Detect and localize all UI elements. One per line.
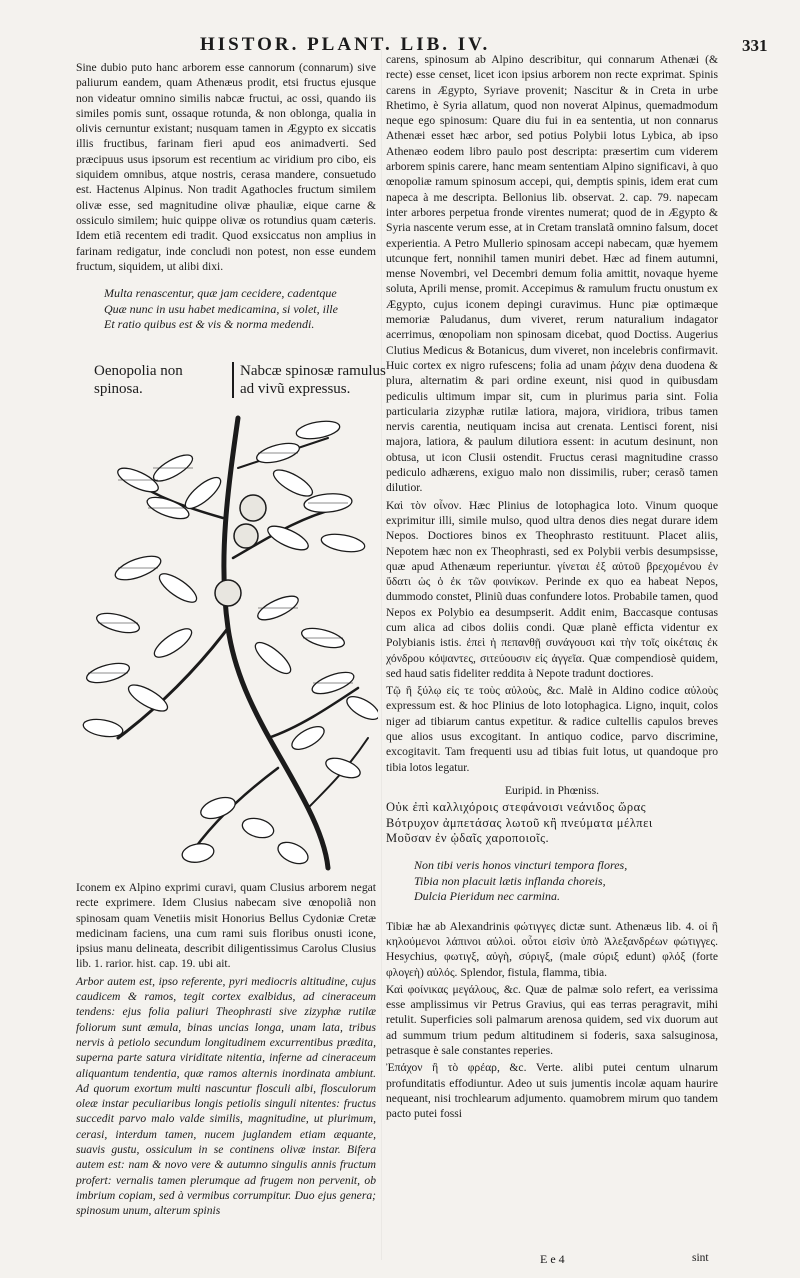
verse-line: Et ratio quibus est & vis & norma medendi. xyxy=(104,317,315,332)
verse-line: Quæ nunc in usu habet medicamina, si volet, ille xyxy=(104,301,338,316)
left-column-bottom xyxy=(76,880,376,1221)
left-paragraph-1: Sine dubio puto hanc arborem esse cannorum (connarum) sive paliurum eandem, quam Athenæus prodit, etsi fructus ejusque non videatur omnino similis nabcæ fructui, ac ossi, quando iis similes pomis sunt, ossaque rotunda, & non oblonga, qualia in olivis cernuntur existant; nusquam tamen in Ægypto ex siccatis illis fructibus, farinam fieri apud eos animadverti. Sed præcipuus usus ipsorum est recentium ac viridium pro cibo, eis siquidem omnibus, atque nostris, cerasa mandere, consuetudo est. Hactenus Alpinus. Non tradit Agathocles fructum similem olivæ esse, sed magnitudine olivæ phauliæ, eique carne & ossiculo similem; huic quippe olivæ os rotundius quam cæteris. Idem etiã recentem edi tradit. Quod exsiccatus non amplius in farinam redigatur, inde concludi non potest, non esse eundem fructum, siquidem, ut alibi dixi. xyxy=(76,61,376,273)
caption-right: Nabcæ spinosæ ramulus ad vivũ expressus. xyxy=(232,362,390,398)
right-paragraph-2: Καὶ τὸν οἶνον. Hæc Plinius de lotophagica loto. Vinum quoque exprimitur illi, simile mulso, quod ultra denos dies negat durare idem Nepos. Doctiores binos ex Theophrasto restituunt. Placet aliis, Nepotem hæc non ex Theophrasti, sed ex Polybii verbis desumpsisse, quæ apud Athenæum reperiuntur. γίνεται ἐξ αὐτοῦ βρεχομένου ἐν ὕδατι ὡς ὁ ἐκ τῶν φοινίκων. Perinde ex quo ea habeat Nepos, dummodo constet, Pliniũ duas confundere lotos. Probabile tamen, quod Nepos ex Polybio ea desumpserit. Addit enim, Baccasque contusas cum alica ad cibos doliis condi. Quæ planè efficta videntur ex Polybianis istis. ἐπεὶ ἡ πεπανθῇ συνάγουσι καὶ τὴν τοῖς οἰκέταις ἐκ χόνδρου κόψαντες, σιτεύουσιν εἰς ἀγγεῖα. Quæ compendiosè quidem, sed haud satis fideliter reddita à Nepote tradunt doctiores. xyxy=(386,498,718,680)
verse-line: Multa renascentur, quæ jam cecidere, cadentque xyxy=(104,286,337,301)
signature-mark: E e 4 xyxy=(540,1252,565,1266)
right-paragraph-5: Καὶ φοίνικας μεγάλους, &c. Quæ de palmæ solo refert, ea verissima esse amplissimus vir Petrus Gravius, qui eas terras peragravit, mihi retulit. Superficies soli palmarum arenosa quidem, sed vix duorum aut ad summum trium pedum altitudinem si foderis, saxa salsuginosa, petrasque è sale constantes reperies. xyxy=(386,982,718,1058)
page-number: 331 xyxy=(742,36,768,55)
left-verse xyxy=(76,286,376,333)
running-head: HISTOR. PLANT. LIB. IV. xyxy=(200,34,491,55)
verse-line: Tibia non placuit lætis inflanda choreis, xyxy=(414,873,606,888)
catchword: sint xyxy=(692,1252,709,1264)
right-paragraph-6: Ἐπάχον ἢ τὸ φρέαρ, &c. Verte. alibi putei centum ulnarum profunditatis effodiuntur. Adeo ut suis jumentis incolæ aquam haurire nequeant, nisi trochlearum adjumento. quamobrem mirum quo tandem pacto putei fossi xyxy=(386,1061,718,1121)
leaf-hatching xyxy=(88,453,353,683)
quote-source: Euripid. in Phœniss. xyxy=(504,783,600,797)
right-paragraph-4: Tibiæ hæ ab Alexandrinis φώτιγγες dictæ sunt. Athenæus lib. 4. οἱ ἢ κηλούμενοι λάπινοι αὐλοὶ. οὗτοι εἰσὶν ὑπὸ Ἀλεξανδρέων φώτιγγες. Hesychius, φωτιγξ, αὐγὴ, σύριγξ, (male σύριξ edunt) φλόξ (forte φλογεὴ) αὐλός. Splendor, fistula, flamma, tibia. xyxy=(386,919,718,979)
greek-verse-line: Βότρυχον ἀμπετάσας λωτοῦ κἢ πνεύματα μέλπει xyxy=(386,815,653,830)
verse-line: Non tibi veris honos vincturi tempora flores, xyxy=(414,858,628,873)
verse-line: Dulcia Pieridum nec carmina. xyxy=(414,889,560,904)
right-paragraph-3: Τῷ ἢ ξύλῳ εἰς τε τοὺς αὐλοὺς, &c. Malè in Aldino codice αὐλοὺς expressum est. & hoc Plinius de loto lotophagica. Ligno, inquit, colos niger ad tibiarum cantus expetitur. & radice cultellis capulos breves que alios usus excogitant. In antiquo codice, parvo discrimine, excogitavit. Tam frequenti usu ad tibias fuit lotus, ut quandoque pro tibia lotos legatur. xyxy=(386,684,718,774)
greek-verse-line: Οὐκ ἐπὶ καλλιχόροις στεφάνοισι νεάνιδος ὥρας xyxy=(386,800,647,815)
latin-verse xyxy=(386,858,718,905)
greek-verse-line: Μοῦσαν ἐν ᾠδαῖς χαροποιοῖς. xyxy=(386,830,550,845)
left-column-top xyxy=(76,60,376,347)
left-paragraph-3: Arbor autem est, ipso referente, pyri mediocris altitudine, cujus caudicem & ramos, tegit cortex exalbidus, ad cineraceum tendens: ejus folia paliuri Theophrasti sive zizyphæ rutilæ foliorum sunt æmula, binas uncias longa, unam lata, tribus nervis à petiolo secundum longitudinem excurrentibus prædita, superna parte satura viriditate nitentia, inferne ad cineraceum aliquantum tendentia, quæ ramos alternis inordinata ambiunt. Ad quorum exortum multi nascuntur flosculi albi, flosculorum oleæ instar peculiaribus longis petiolis singuli nitentes: fructus succedit parvo malo valde similis, magnitudine, ut plurimum, cerasi, interdum tamen, nucem juglandem etiam æquante, suavis gustu, ossiculum in se continens olivæ instar. Bifera autem est: nam & novo vere & autumno singulis annis fructum profert: vernalis tamen plerumque ad frugem non pervenit, ob imbrium copiam, sed à vermibus corrumpitur. Duo ejus genera; spinosum unum, alterum spinis xyxy=(76,974,376,1218)
plant-woodcut-illustration xyxy=(78,408,378,876)
left-paragraph-2: Iconem ex Alpino exprimi curavi, quam Clusius arborem negat recte exprimere. Idem Clusius nabecam sive œnopoliã non spinosam quam Venetiis misit Honorius Bellus Cydoniæ Cretæ medicinam faciens, una cum rami suis floribus onusti icone, ipsius manu delineata, describit diligentissimus Carolus Clusius lib. 1. rarior. hist. cap. 19. ubi ait. xyxy=(76,881,376,971)
right-column xyxy=(386,52,718,1124)
right-paragraph-1: carens, spinosum ab Alpino describitur, qui connarum Athenæi (& recte) esse censet, licet icon ipsius arborem non recte exprimat. Spinis carens in Ægypto, Syriave provenit; Nascitur & in Creta in urbe Rhetimo, è Syria allatum, quod non noverat Alpinus, quemadmodum neque ego spinosum: Quare diu fui in ea sententia, ut non connarus Athenæi esset hæc arbor, sed potius Polybii lotus Lybica, ab ipso Athenæo eodem libro paulo post descripta: præsertim cum viderem arborem spinis carere, hanc meam sententiam Alpino significavi, à quo œnopoliæ ramum spinosum accepi, qui, demptis spinis, idem erat cum napeca à me descripta. Bellonius lib. observat. 2. cap. 79. napecam inter arbores perpetua fronde virentes numerat; quod de in Ægypto & Syria nascente verum esse, at in Cretam translatã omnino falsum, docet experientia. A Petro Mullerio spinosam accepi nabecam, quæ hyemem utcunque fert, nonnihil tamen muniri debet. Hæc ad finem autumni, mense Novembri, vel Decembri demum folia amittit, novaque hyeme soluta, Aprili mense, promit. Accepimus & ramulum fructu onustum ex Ægypto, cujus iconem depingi curavimus. Hunc piæ optimæque memoriæ Paludanus, dum viveret, rerum naturalium indagator acerrimus, œnopoliam non spinosam dicebat, quod Doctiss. Augerius Clutius Medicus & Botanicus, dum viveret, non incelebris confirmavit. Huic cortex ex nigro rufescens; folia ad unam ῥάχιν dena duodena & plura, alternatim & pari ordine exeunt, nisi quod in quibusdam pediculis ultimum impar sit, cum in plurimus paria sint. Folia particularia zizyphæ rutilæ latiora, majora, viridiora, tribus tamen nervis carentia, neutiquam incisa aut crenata. Lentisci forent, nisi majora, latiora, & paulum dilutiora essent: in acutum desinunt, non obtusa, ut icon Clusii ostendit. Fructus cerasi magnitudine crasso pediculo adhærens, exiguo malo non dissimilis, ruber; cerasõ tamen dilutior. xyxy=(386,53,718,495)
caption-left: Oenopolia non spinosa. xyxy=(94,363,183,397)
greek-verse xyxy=(386,800,718,846)
column-gutter xyxy=(381,50,382,1260)
